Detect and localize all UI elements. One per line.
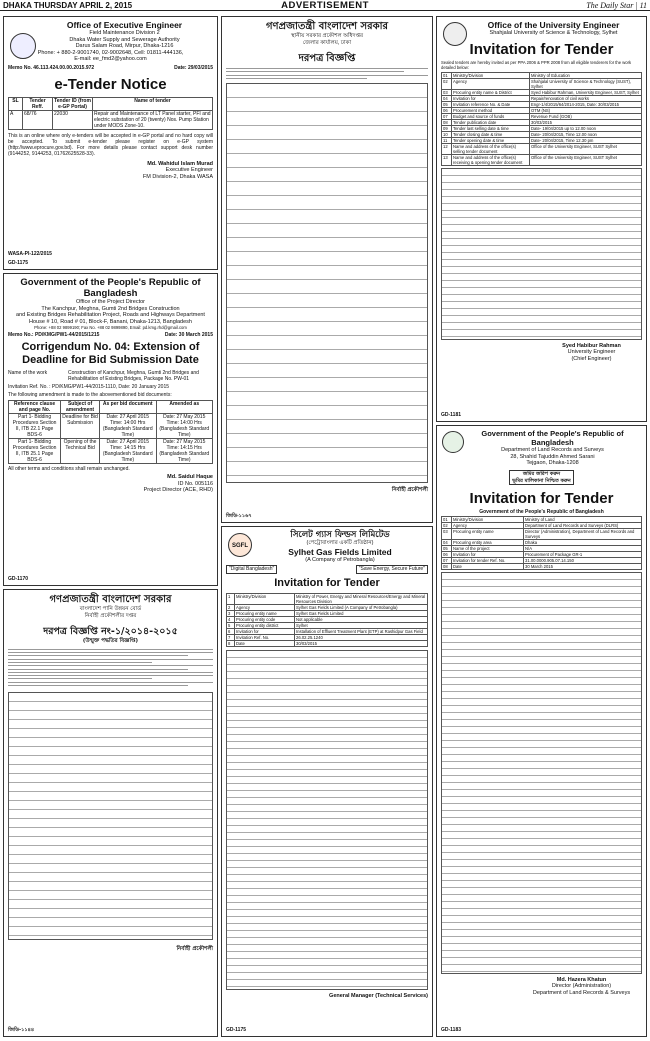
dlrs-sub-2: 28, Shahid Tajuddin Ahmed Sarani	[510, 453, 595, 460]
dlrs-sub-1: Department of Land Records and Surveys	[501, 447, 604, 453]
table-cell: 11	[442, 137, 452, 143]
sust-signer-office: (Chief Engineer)	[571, 355, 612, 362]
corrigendum-footer: All other terms and conditions shall remain unchanged.	[8, 466, 130, 473]
sust-tender-ad	[436, 16, 647, 422]
table-cell: Part 1- Bidding Procedures Section II, ITB 22.1 Page BDS-6	[9, 414, 61, 439]
corrigendum-table	[8, 400, 213, 464]
table-cell: 7	[227, 635, 235, 641]
corrigendum-signer-title: Project Director (ACE, RHD)	[143, 487, 213, 494]
sgfl-notice-title: Invitation for Tender	[274, 577, 380, 590]
wasa-office-line-3: Darus Salam Road, Mirpur, Dhaka-1216	[75, 43, 174, 50]
sgfl-bn-title: সিলেট গ্যাস ফিল্ডস লিমিটেড	[290, 530, 390, 540]
table-cell: Procuring entity name	[235, 611, 295, 617]
dlrs-tender-table	[441, 516, 642, 570]
table-header: Reference clause and page No.	[9, 401, 61, 414]
sust-details-table	[441, 168, 642, 340]
table-cell: Date: 27 May 2015 Time: 14:00 Hrs (Bangladesh Standard Time)	[156, 414, 213, 439]
wasa-signer-title: Executive Engineer	[165, 167, 213, 174]
table-cell: Procuring entity name	[452, 528, 524, 539]
sust-signer: Syed Habibur Rahman	[562, 342, 621, 349]
bn-bottom-ref: জিডি-১১৪৪	[8, 1027, 35, 1033]
corrigendum-gov-title: Government of the People's Republic of Bangladesh	[20, 277, 201, 299]
bn-top-table	[226, 83, 428, 483]
sgfl-bn-sub: (পেট্রোবাংলার একটি প্রতিষ্ঠান)	[306, 540, 374, 546]
bn-tender-top-ad	[221, 16, 433, 523]
table-cell: 03	[442, 89, 452, 95]
table-header: Subject of amendment	[61, 401, 100, 414]
table-cell: 06	[442, 107, 452, 113]
bn-bottom-line-2: নির্বাহী প্রকৌশলীর দপ্তর	[84, 612, 137, 619]
corrigendum-line-5: Phone: +88 02 9899190; Fax No. +88 02 9899890, Email: pd.kmg.rhd@gmail.com	[34, 325, 187, 331]
dlrs-sub-3: Tejgaon, Dhaka-1208	[526, 460, 579, 467]
table-cell: Syed Habibur Rahman, University Engineer, SUST, Sylhet	[530, 89, 642, 95]
table-cell: Sylhet Gas Fields Limited (A Company of Petrobangla)	[295, 605, 428, 611]
table-cell: 22030	[53, 110, 93, 129]
page-section-title: ADVERTISEMENT	[281, 0, 369, 11]
table-cell: 4	[227, 617, 235, 623]
table-cell: A	[9, 110, 23, 129]
dlrs-details-table	[441, 572, 642, 974]
sust-logo	[443, 22, 467, 46]
table-cell: N/A	[524, 545, 642, 551]
table-row	[227, 641, 428, 647]
wasa-ref-1: WASA-PI-122/2015	[8, 251, 52, 257]
dlrs-signer-title: Director (Administration)	[551, 983, 612, 990]
table-cell: Tender closing date & time	[452, 131, 530, 137]
table-cell: Shahjalal University of Science & Technology (SUST), Sylhet	[530, 78, 642, 89]
sgfl-logo-text: SGFL	[232, 543, 248, 549]
page-masthead: The Daily Star | 11	[586, 1, 647, 10]
dlrs-ref: GD-1183	[441, 1027, 462, 1033]
table-cell: 13	[442, 154, 452, 165]
wasa-phone: Phone: + 880-2-9001740, 02-9002648, Cell: 01811-444136,	[37, 49, 184, 56]
table-header: Name of tender	[93, 97, 213, 110]
table-row	[9, 414, 213, 439]
dlrs-bn-box	[509, 470, 574, 485]
table-cell: 08	[442, 119, 452, 125]
table-cell: Agency	[235, 605, 295, 611]
wasa-signer-office: FM Division-2, Dhaka WASA	[142, 173, 213, 180]
table-cell: Procuring entity area	[452, 539, 524, 545]
table-cell: Revenue Fund (GOB)	[530, 113, 642, 119]
sust-office-sub: Shahjalal University of Science & Technology, Sylhet	[489, 30, 618, 36]
table-cell: Office of the University Engineer, SUST Sylhet	[530, 143, 642, 154]
corrigendum-line-3: and Existing Bridges Rehabilitation Project, Roads and Highways Department	[16, 312, 205, 319]
table-row	[442, 563, 642, 569]
bn-top-title: গণপ্রজাতন্ত্রী বাংলাদেশ সরকার	[266, 21, 388, 32]
table-cell: 31.00.0000.905.07.14.150	[524, 557, 642, 563]
sust-office-title: Office of the University Engineer	[487, 20, 620, 30]
bn-bottom-table	[8, 692, 213, 940]
sgfl-details-table	[226, 650, 428, 990]
table-cell: Date- 20/04/2015, Time 12.30 pm	[530, 137, 642, 143]
table-header: As per bid document	[99, 401, 156, 414]
table-cell: Name and address of the office(s) receiving & opening tender document	[452, 154, 530, 165]
dlrs-gov-line: Government of the People's Republic of Bangladesh	[479, 508, 604, 515]
table-cell: 07	[442, 557, 452, 563]
table-cell: Procuring entity district	[235, 623, 295, 629]
corrigendum-following: The following amendment is made to the abovementioned bid documents:	[8, 392, 172, 399]
table-cell: Ministry/Division	[235, 594, 295, 605]
bn-bottom-notice-sub: (উন্মুক্ত পদ্ধতির বিজ্ঞপ্তি)	[82, 638, 139, 645]
table-cell: Name and address of the office(s) selling tender document	[452, 143, 530, 154]
table-row	[227, 629, 428, 635]
table-cell: Tender last selling date & time	[452, 125, 530, 131]
table-cell: Name of the project	[452, 545, 524, 551]
table-row	[9, 439, 213, 464]
table-header: SL	[9, 97, 23, 110]
sust-signer-title: University Engineer	[567, 349, 616, 356]
table-cell: Sylhet Gas Fields Limited	[295, 611, 428, 617]
sgfl-box-right: "Save Energy, Secure Future"	[356, 565, 428, 574]
sgfl-tender-table	[226, 593, 428, 647]
table-cell: Ministry of Education	[530, 72, 642, 78]
bn-tender-bottom-ad	[3, 589, 218, 1037]
table-header: Amended as	[156, 401, 213, 414]
dlrs-gov-title: Government of the People's Republic of Bangladesh	[481, 429, 624, 447]
table-row	[442, 101, 642, 107]
table-cell: Invitation for	[235, 629, 295, 635]
table-cell: 03	[442, 528, 452, 539]
wasa-tender-table	[8, 97, 213, 130]
dlrs-tender-ad	[436, 425, 647, 1037]
table-cell: 09	[442, 125, 452, 131]
table-cell: Agency	[452, 78, 530, 89]
table-cell: Part 1- Bidding Procedures Section II, ITB 25.1 Page BDS-6	[9, 439, 61, 464]
bn-top-notice-title: দরপত্র বিজ্ঞপ্তি	[298, 53, 356, 65]
table-cell: Engr-1/4/2015/64/2014-2015, Date: 30/03/2015	[530, 101, 642, 107]
dlrs-bn-box-line-2: ভূমির মালিকানা নিশ্চিত করুন	[512, 477, 571, 484]
table-cell: 30 March 2015	[524, 563, 642, 569]
wasa-office-line-2: Dhaka Water Supply and Sewerage Authority	[69, 36, 180, 43]
bn-top-body-text	[226, 68, 428, 79]
corrigendum-line-1: Office of the Project Director	[76, 299, 145, 305]
sgfl-box-left: "Digital Bangladesh"	[226, 565, 277, 574]
table-row	[442, 89, 642, 95]
sust-ref: GD-1181	[441, 412, 462, 418]
wasa-tender-ad	[3, 16, 218, 270]
corrigendum-signer-id: ID No. 005116	[177, 480, 213, 487]
table-cell: Repair and Maintenance of LT Panel starter, PFI and electric substation of 20 (twenty) Nos. Pump Station under MODS Zone-10.	[94, 110, 211, 129]
table-cell: Office of the University Engineer, SUST Sylhet	[530, 154, 642, 165]
table-cell: Date: 27 April 2015 Time: 14:15 Hrs (Bangladesh Standard Time)	[99, 439, 156, 464]
table-cell: Ministry/Division	[452, 516, 524, 522]
bn-bottom-notice-title: দরপত্র বিজ্ঞপ্তি নং-১/২০১৪-২০১৫	[43, 626, 178, 638]
bn-bottom-title: গণপ্রজাতন্ত্রী বাংলাদেশ সরকার	[49, 594, 172, 605]
bn-bottom-body-text	[8, 649, 213, 686]
table-cell: Procurement method	[452, 107, 530, 113]
table-cell: 30/03/2015	[530, 119, 642, 125]
wasa-office-title: Office of Executive Engineer	[66, 20, 183, 30]
table-cell: 2	[227, 605, 235, 611]
table-cell: Not applicable	[295, 617, 428, 623]
table-cell: 04	[442, 539, 452, 545]
table-cell: 5	[227, 623, 235, 629]
dlrs-logo	[442, 431, 464, 453]
dlrs-notice-title: Invitation for Tender	[469, 489, 614, 507]
table-row	[442, 154, 642, 165]
table-header: Tender Reff.	[23, 97, 53, 110]
table-cell: Invitation reference No. & Date	[452, 101, 530, 107]
sgfl-title: Sylhet Gas Fields Limited	[288, 546, 392, 557]
wasa-body-text: This is an online where only e-tenders will be accepted in e-GP portal and no hard copy will be accepted. To submit e-tender please register on e-GP system (http://www.eprocure.gov.bd). For more details please contact support desk number (9144252, 9144253, 01762625528-33).	[8, 132, 213, 157]
sust-notice-title: Invitation for Tender	[469, 40, 614, 58]
table-cell: Repair/renovation of civil works	[530, 95, 642, 101]
page-header	[0, 0, 650, 11]
table-cell: Tender opening date & time	[452, 137, 530, 143]
table-row	[442, 143, 642, 154]
table-header: Tender ID (from e-GP Portal)	[54, 97, 91, 110]
corrigendum-notice-title: Corrigendum No. 04: Extension of Deadline for Bid Submission Date	[21, 341, 200, 367]
corrigendum-name-value: Construction of Kanchpur, Meghna, Gumti 2nd Bridges and Rehabilitation of Existing Bridges, Package No. PW-01	[68, 370, 199, 383]
wasa-date: Date: 29/03/2015	[174, 64, 213, 71]
table-cell: Deadline for Bid Submission	[61, 414, 100, 439]
dlrs-signer: Md. Hazera Khatun	[556, 976, 607, 983]
wasa-memo: Memo No. 46.113.424.00.00.2015.972	[8, 64, 95, 71]
corrigendum-name-label: Name of the work	[8, 370, 48, 377]
bn-top-signer: নির্বাহী প্রকৌশলী	[391, 487, 428, 494]
corrigendum-line-4: House # 10, Road # 01, Block-F, Banani, Dhaka-1213, Bangladesh	[29, 318, 192, 325]
bn-bottom-line-1: বাংলাদেশ পানি উন্নয়ন বোর্ড	[79, 606, 142, 612]
sust-intro: Sealed tenders are hereby invited as per PPA 2006 & PPR 2008 from all eligible tenderers for the work detailed below:	[441, 59, 632, 70]
table-cell: Director (Administration), Department of Land Records and Surveys	[524, 528, 642, 539]
table-cell: 05	[442, 101, 452, 107]
table-cell: 8	[227, 641, 235, 647]
table-cell: Sylhet	[295, 623, 428, 629]
table-cell: Invitation for	[452, 95, 530, 101]
table-cell: 12	[442, 143, 452, 154]
bn-bottom-signer: নির্বাহী প্রকৌশলী	[176, 946, 213, 953]
table-cell: 3	[227, 611, 235, 617]
table-cell: Tender publication date	[452, 119, 530, 125]
table-cell: 1	[227, 594, 235, 605]
corrigendum-ref: GD-1170	[8, 576, 29, 582]
table-cell: 6	[227, 629, 235, 635]
table-cell: 02	[442, 78, 452, 89]
table-cell: Date	[235, 641, 295, 647]
table-cell: 02	[442, 522, 452, 528]
table-row	[227, 594, 428, 605]
sgfl-sub: (A Company of Petrobangla)	[305, 556, 375, 563]
table-cell: Invitation Ref. No.	[235, 635, 295, 641]
sgfl-logo	[228, 533, 252, 557]
table-cell: Invitation for	[452, 551, 524, 557]
bn-top-line-1: স্থানীয় সরকার প্রকৌশল অধিদপ্তর	[291, 33, 363, 39]
table-cell: Ministry/Division	[452, 72, 530, 78]
wasa-logo	[10, 33, 36, 59]
table-cell: Budget and source of funds	[452, 113, 530, 119]
table-cell: 26.02.25.1240	[295, 635, 428, 641]
dlrs-bn-box-line-1: জমির জরিপ করুন	[522, 471, 561, 478]
table-cell: 30/03/2015	[295, 641, 428, 647]
table-cell: 01	[442, 72, 452, 78]
table-row	[442, 528, 642, 539]
table-cell: Agency	[452, 522, 524, 528]
corrigendum-invitation-ref: Invitation Ref. No. : PD/KMG/PW1-44/2015-1110, Date: 20 January 2015	[8, 384, 170, 391]
table-cell: Date	[452, 563, 524, 569]
table-cell: 68/76	[23, 110, 53, 129]
table-cell: Installation of Effluent Treatment Plant (ETP) at Rashidpur Gas Field	[295, 629, 428, 635]
table-cell: 01	[442, 516, 452, 522]
table-cell: Date: 27 May 2015 Time: 14:15 Hrs (Bangladesh Standard Time)	[156, 439, 213, 464]
sust-tender-table	[441, 72, 642, 166]
corrigendum-ad	[3, 273, 218, 586]
bn-top-ref: জিডি-১১৬৭	[226, 513, 252, 519]
table-cell: Ministry of Power, Energy and Mineral Resources/Energy and Mineral Resources Division	[295, 594, 428, 605]
page-date: DHAKA THURSDAY APRIL 2, 2015	[3, 1, 133, 10]
table-cell: Dhaka	[524, 539, 642, 545]
wasa-ref-2: GD-1175	[8, 260, 29, 266]
corrigendum-line-2: The Kanchpur, Meghna, Gumti 2nd Bridges Construction	[41, 305, 180, 312]
table-cell: 06	[442, 551, 452, 557]
table-cell: Ministry of Land	[524, 516, 642, 522]
table-cell: Opening of the Technical Bid	[61, 439, 100, 464]
sgfl-tender-ad	[221, 526, 433, 1037]
dlrs-signer-office: Department of Land Records & Surveys	[532, 989, 631, 996]
table-row	[9, 110, 213, 129]
corrigendum-signer: Md. Saidul Haque	[167, 474, 213, 481]
wasa-notice-title: e-Tender Notice	[54, 75, 167, 93]
table-cell: OTM (NS)	[530, 107, 642, 113]
table-cell: Date- 19/04/2015 up to 12.00 noon	[530, 125, 642, 131]
wasa-office-line-1: Field Maintenance Division 2	[89, 30, 160, 36]
wasa-email: E-mail: ee_fmd2@yahoo.com	[74, 56, 147, 63]
table-cell: 05	[442, 545, 452, 551]
corrigendum-date: Date: 30 March 2015	[164, 332, 213, 339]
table-cell: Date: 27 April 2015 Time: 14:00 Hrs (Bangladesh Standard Time)	[99, 414, 156, 439]
corrigendum-memo: Memo No.: PD/KMG/PW1-44/2015/1215	[8, 332, 100, 339]
table-cell: 10	[442, 131, 452, 137]
table-cell: 08	[442, 563, 452, 569]
sgfl-ref: GD-1175	[226, 1027, 247, 1033]
table-cell: 07	[442, 113, 452, 119]
table-cell: 04	[442, 95, 452, 101]
table-cell: Invitation for tender Ref. No.	[452, 557, 524, 563]
table-cell: Procuring entity code	[235, 617, 295, 623]
bn-top-line-2: জেলার কার্যালয়, ঢাকা	[302, 39, 352, 46]
table-cell: Date- 20/04/2015, Time 12.00 noon	[530, 131, 642, 137]
sgfl-signer: General Manager (Technical Services)	[329, 993, 428, 1000]
table-row	[442, 78, 642, 89]
table-cell: Department of Land Records and Surveys (DLRS)	[524, 522, 642, 528]
table-cell: Procurement of Package GR-1	[524, 551, 642, 557]
wasa-signer-name: Md. Wahidul Islam Murad	[147, 160, 213, 167]
table-cell: Procuring entity name & District	[452, 89, 530, 95]
